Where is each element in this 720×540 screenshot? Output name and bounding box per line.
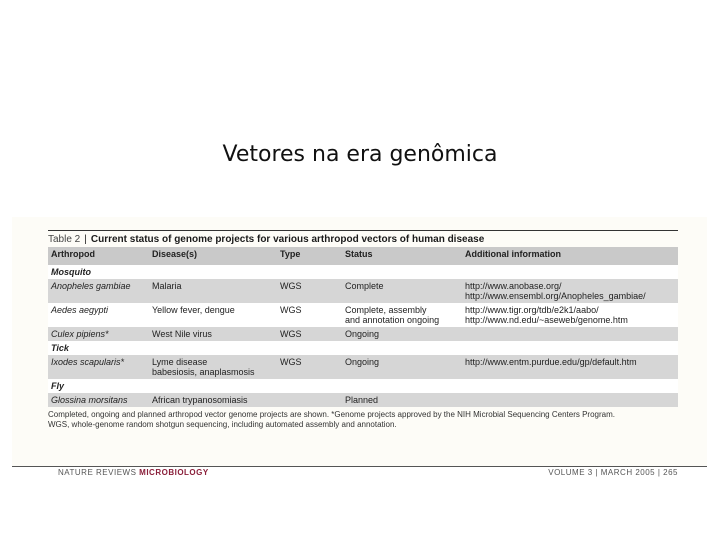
table-row [48, 355, 678, 379]
type-cell [277, 393, 342, 407]
column-header: Status [342, 247, 462, 265]
genome-projects-table [48, 247, 678, 407]
table-header-row [48, 247, 678, 265]
group-label: Fly [48, 379, 678, 393]
table-caption [48, 233, 678, 247]
column-header: Type [277, 247, 342, 265]
table-footnote [48, 410, 678, 430]
info-cell [462, 393, 678, 407]
journal-name [58, 468, 209, 477]
table-row [48, 393, 678, 407]
disease-cell: Malaria [149, 279, 277, 303]
group-row-fly [48, 379, 678, 393]
disease-cell: West Nile virus [149, 327, 277, 341]
disease-line: Lyme disease [152, 357, 208, 367]
group-label: Mosquito [48, 265, 678, 279]
table-row [48, 303, 678, 327]
info-cell [462, 327, 678, 341]
disease-cell: Yellow fever, dengue [149, 303, 277, 327]
info-cell: http://www.entm.purdue.edu/gp/default.htm [462, 355, 678, 379]
column-header: Additional information [462, 247, 678, 265]
caption-separator: | [84, 234, 87, 245]
type-cell: WGS [277, 279, 342, 303]
status-line: Complete, assembly [345, 305, 427, 315]
arthropod-cell: Aedes aegypti [48, 303, 149, 327]
disease-cell: African trypanosomiasis [149, 393, 277, 407]
issue-info [548, 468, 678, 477]
table-row [48, 279, 678, 303]
info-cell [462, 279, 678, 303]
arthropod-cell: Culex pipiens* [48, 327, 149, 341]
table-container [48, 230, 678, 430]
table-row [48, 327, 678, 341]
footnote-line: WGS, whole-genome random shotgun sequencing, including automated assembly and annotation. [48, 420, 397, 429]
type-cell: WGS [277, 303, 342, 327]
type-cell: WGS [277, 355, 342, 379]
status-cell: Complete [342, 279, 462, 303]
info-link: http://www.nd.edu/~aseweb/genome.htm [465, 315, 628, 325]
type-cell: WGS [277, 327, 342, 341]
info-link: http://www.ensembl.org/Anopheles_gambiae/ [465, 291, 646, 301]
journal-suffix: MICROBIOLOGY [139, 468, 209, 477]
issue-volume: VOLUME 3 [548, 468, 593, 477]
issue-separator: | [595, 468, 599, 477]
column-header: Disease(s) [149, 247, 277, 265]
disease-line: babesiosis, anaplasmosis [152, 367, 255, 377]
status-cell [342, 303, 462, 327]
table-label: Table 2 [48, 234, 81, 245]
info-link: http://www.anobase.org/ [465, 281, 562, 291]
arthropod-cell: Ixodes scapularis* [48, 355, 149, 379]
figure-bottom-rule [12, 466, 707, 467]
status-line: and annotation ongoing [345, 315, 440, 325]
status-cell: Planned [342, 393, 462, 407]
column-header: Arthropod [48, 247, 149, 265]
slide-title: Vetores na era genômica [222, 142, 498, 167]
arthropod-cell: Anopheles gambiae [48, 279, 149, 303]
table-title: Current status of genome projects for various arthropod vectors of human disease [90, 234, 485, 245]
info-link: http://www.tigr.org/tdb/e2k1/aabo/ [465, 305, 599, 315]
info-cell [462, 303, 678, 327]
issue-date-page: MARCH 2005 | 265 [600, 468, 678, 477]
group-label: Tick [48, 341, 678, 355]
disease-cell [149, 355, 277, 379]
footnote-line: Completed, ongoing and planned arthropod vector genome projects are shown. *Genome projects approved by the NIH Microbial Sequencing Centers Program. [48, 410, 615, 419]
group-row-mosquito [48, 265, 678, 279]
status-cell: Ongoing [342, 327, 462, 341]
group-row-tick [48, 341, 678, 355]
status-cell: Ongoing [342, 355, 462, 379]
journal-prefix: NATURE REVIEWS [58, 468, 137, 477]
table-top-rule [48, 230, 678, 231]
arthropod-cell: Glossina morsitans [48, 393, 149, 407]
